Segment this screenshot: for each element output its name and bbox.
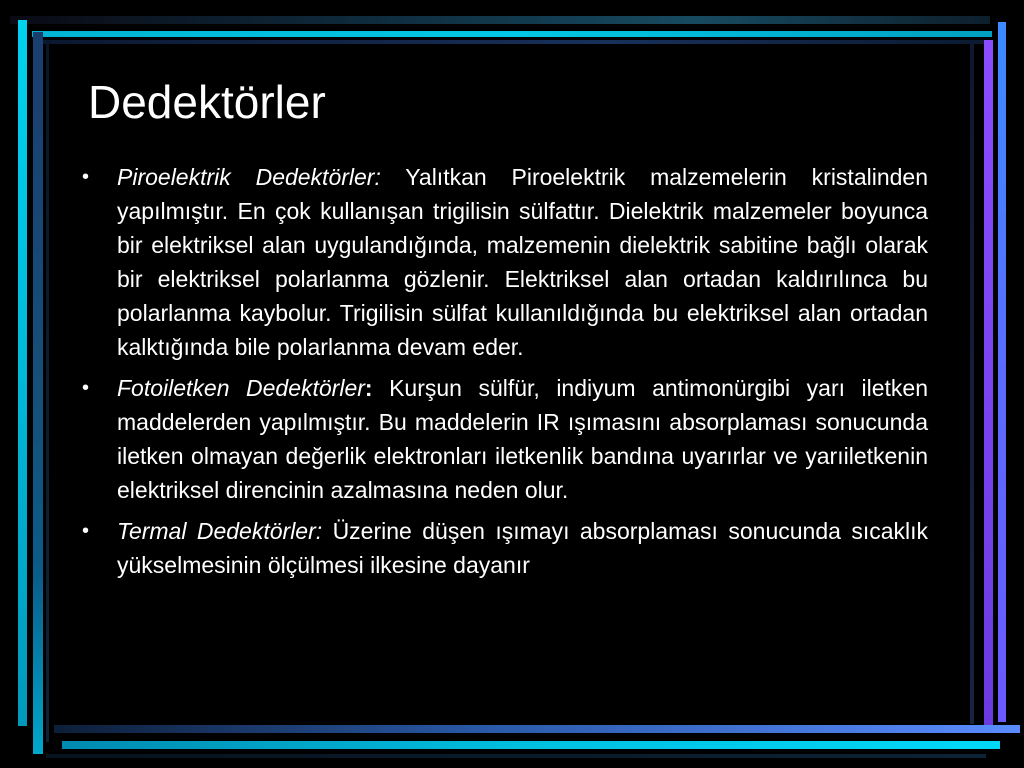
bullet-text: Üzerine düşen ışımayı absorplaması sonucunda sıcaklık yükselmesinin ölçülmesi ilkesine dayanır bbox=[117, 518, 929, 578]
bullet-term: Termal Dedektörler: bbox=[117, 518, 323, 544]
frame-bar-left-cyan bbox=[18, 20, 27, 726]
frame-bar-top-inner bbox=[40, 40, 990, 44]
slide-title: Dedektörler bbox=[88, 76, 326, 128]
frame-bar-left-inner bbox=[46, 42, 49, 742]
bullet-icon: • bbox=[82, 520, 90, 542]
bullet-text: Yalıtkan Piroelektrik malzemelerin kristalinden yapılmıştır. En çok kullanışan trigilisin sülfattır. Dielektrik malzemeler boyunca bir elektriksel alan uygulandığında, malzemenin dielektrik sabitine bağlı olarak bir elektriksel polarlanma gözlenir. Elektriksel alan ortadan kaldırılınca bu polarlanma kaybolur. Trigilisin sülfat kullanıldığında bu elektriksel alan ortadan kalktığında bile polarlanma devam eder. bbox=[117, 164, 928, 360]
frame-bar-left-blue bbox=[33, 32, 43, 754]
bullet-list bbox=[82, 160, 928, 589]
bullet-text: Kurşun sülfür, indiyum antimonürgibi yarı iletken maddelerden yapılmıştır. Bu maddelerin IR ışımasını absorplaması sonucunda iletken olmayan değerlik elektronları iletkenlik bandına uyarırlar ve yarıiletkenin elektriksel direncinin azalmasına neden olur. bbox=[117, 375, 928, 503]
frame-bar-bottom-inner bbox=[46, 754, 986, 758]
frame-bar-bottom-cyan bbox=[62, 741, 1000, 749]
bullet-term: Piroelektrik Dedektörler: bbox=[117, 164, 381, 190]
frame-bar-top-cyan bbox=[32, 31, 992, 37]
frame-bar-bottom-blue bbox=[54, 725, 1020, 733]
bullet-term-colon: : bbox=[364, 375, 373, 401]
bullet-item-termal bbox=[82, 514, 928, 582]
frame-bar-right-blue bbox=[998, 22, 1006, 722]
bullet-term: Fotoiletken Dedektörler bbox=[117, 375, 365, 401]
bullet-icon: • bbox=[82, 166, 90, 188]
frame-bar-top-outer bbox=[10, 16, 990, 24]
bullet-item-piroelektrik bbox=[82, 160, 928, 364]
bullet-icon: • bbox=[82, 377, 90, 399]
bullet-item-fotoiletken bbox=[82, 371, 928, 507]
frame-bar-right-inner bbox=[970, 44, 974, 724]
frame-bar-right-purple bbox=[984, 40, 993, 728]
